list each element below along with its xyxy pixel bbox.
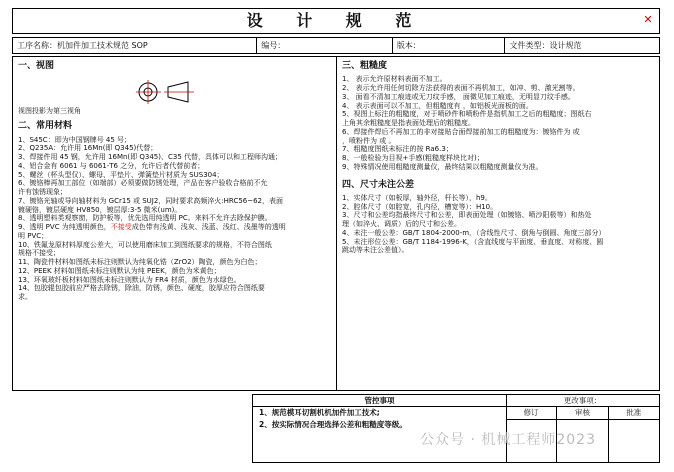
watermark: 公众号 · 机械工程师2023 <box>420 432 596 448</box>
material-item: 3、焊接件用 45 钢，允许用 16Mn(即 Q345)、C35 代替，具体可以和工程师沟通； <box>18 153 282 161</box>
section-roughness-title: 三、粗糙度 <box>342 61 388 71</box>
item9-emphasis: 不接受 <box>110 223 132 231</box>
material-item: 1、S45C：即为中国钢牌号 45 号； <box>18 135 132 144</box>
material-item: 5、螺丝（杯头型仅）、螺母、平垫片、弹簧垫片材质为 SUS304； <box>18 170 224 179</box>
tolerance-item: 5、未注形位公差：GB/T 1184-1996-K，（含直线度与平面度、垂直度、对称度、圆 <box>342 237 604 246</box>
control-item: 1、规范模耳切割机机加件加工技术; <box>259 408 380 417</box>
item9-text-a: 9、透明 PVC 为纯透明颜色， <box>18 223 111 231</box>
blank-cell[interactable] <box>609 420 659 462</box>
doc-title <box>12 8 660 34</box>
roughness-item: 3、 面看不清加工痕迹或无刀纹手感， 面微见加工痕迹，无明显刀纹手感。 <box>342 92 575 101</box>
material-item: 12、PEEK 材料如图纸未标注则默认为纯 PEEK，颜色为米黄色； <box>18 266 221 275</box>
close-icon[interactable]: ✕ <box>643 13 653 26</box>
tolerance-item: 2、腔体尺寸（如腔宽，孔内径，槽宽等）：H10。 <box>342 202 498 211</box>
tolerance-item: 跳动等未注公差值）。 <box>342 246 409 255</box>
material-item: 6、镀铬棒再加工部位（如端部）必须要做防锈处理，产品在客户验收合格前不允 <box>18 179 268 188</box>
control-item: 2、按实际情况合理选择公差和粗糙度等级。 <box>259 420 407 429</box>
change-columns <box>506 407 659 420</box>
material-item: 镀硬铬，镀层硬度 HV850，镀层厚:3-5 微米(um)。 <box>18 205 182 214</box>
roughness-item: 5、视图上标注的粗糙度，对于喷砂件和喷粉件是指机加工之后的粗糙度；图纸右 <box>342 110 592 119</box>
view-section <box>18 75 331 119</box>
roughness-item: ，喷粉件为 或 。 <box>342 136 396 145</box>
material-item: 14、包胶辊包胶前应严格去除锈，除油，防锈，颜色、硬度，胶厚应符合图纸要 <box>18 284 265 293</box>
material-item: 4、铝合金有 6061 与 6061-T6 之分，允许后者代替前者； <box>18 161 205 170</box>
section-materials-title: 二、常用材料 <box>18 121 73 132</box>
right-column <box>337 57 659 390</box>
roughness-item: 7、粗糙度图纸未标注的按 Ra6.3； <box>342 145 453 154</box>
change-box <box>506 395 659 462</box>
material-item: 7、镀铬光轴或导向轴材料为 GCr15 或 SUJ2，同时要求高频淬火:HRC56~62，表面 <box>18 196 284 205</box>
material-item: 8、透明塑料类观察窗，防护板等，优先选用纯透明 PC。来料不允许去除保护膜。 <box>18 214 272 223</box>
doc-number: 编号： <box>257 38 393 53</box>
roughness-item: 2、 表示允许用任何切除方法获得的表面不再机加工，如冲、剪、激光割等。 <box>342 84 580 92</box>
material-item: 11、陶瓷件材料如图纸未标注则默认为纯氧化锆（ZrO2）陶瓷，颜色为白色； <box>18 258 262 266</box>
material-item: 规格不接受； <box>18 249 60 258</box>
control-box <box>253 395 507 462</box>
footer-table <box>252 394 660 463</box>
roughness-item: 8、一般检验为目视+手感(粗糙度样块比对)； <box>342 154 484 162</box>
col-revise: 修订 <box>506 407 557 419</box>
item9-text-b: 成色带有浅黄、浅灰、浅蓝、浅红、浅墨等的透明 <box>131 223 286 231</box>
left-column <box>13 57 337 390</box>
doc-version: 版本： <box>393 38 506 53</box>
roughness-item: 9、特殊情况使用粗糙度测量仪，最终结果以粗糙度测量仪为准。 <box>342 162 543 171</box>
material-item: 10、铁氟龙原材料厚度公差大，可以使用磨床加工到图纸要求的规格，不符合图纸 <box>18 240 272 249</box>
header-row <box>12 37 660 54</box>
material-item: 求。 <box>18 293 32 301</box>
tolerance-item: 4、未注一般公差：GB/T 1804-2000-m，（含线性尺寸、倒角与倒圆、角度三部分） <box>342 228 606 237</box>
change-title: 更改事项： <box>506 395 659 407</box>
spec-sheet <box>12 8 660 463</box>
roughness-item: 4、 表示表面可以不加工，但粗糙度有 ，如铝板光面板的面。 <box>342 101 533 110</box>
material-item: 2、Q235A：允许用 16Mn(即 Q345)代替； <box>18 144 158 153</box>
tolerance-item: 理（如淬火、调质）后的尺寸和公差。 <box>342 220 461 228</box>
third-angle-projection-icon <box>136 78 196 106</box>
roughness-item: 上角其余粗糙度是指表面处理后的粗糙度。 <box>342 119 475 127</box>
roughness-item: 1、 表示允许原材料表面不加工。 <box>342 75 447 84</box>
col-review: 审核 <box>557 407 608 419</box>
tolerance-item: 3、尺寸和公差均指最终尺寸和公差，即表面处理（如镀铬、喷沙阳极等）和热处 <box>342 211 592 220</box>
process-name: 工序名称：机加件加工技术规范 SOP <box>13 38 257 53</box>
tolerance-item: 1、实体尺寸（如板厚，轴外径，杆长等），h9。 <box>342 193 492 202</box>
doc-title-text: 设 计 规 范 <box>246 11 426 30</box>
control-title: 管控事项 <box>253 395 506 407</box>
projection-caption: 视图投影为第三视角 <box>18 107 81 116</box>
material-item: 13、环氧玻纤板材料如图纸未标注则默认为 FR4 材质，颜色为水绿色。 <box>18 275 241 284</box>
doc-type: 文件类型：设计规范 <box>509 41 582 50</box>
roughness-item: 6、焊接件焊后不再加工的非对接贴合面焊接前加工的粗糙度为：镀铬件为 或 <box>342 127 580 136</box>
spec-body <box>12 56 660 391</box>
material-item: 许有蚀锈现象； <box>18 188 67 196</box>
col-approve: 批准 <box>626 408 642 417</box>
material-item-9-cont: 明 PVC； <box>18 231 49 240</box>
material-item-9 <box>18 223 331 232</box>
section-view-title: 一、视图 <box>18 61 55 71</box>
section-tolerance-title: 四、尺寸未注公差 <box>342 179 415 190</box>
